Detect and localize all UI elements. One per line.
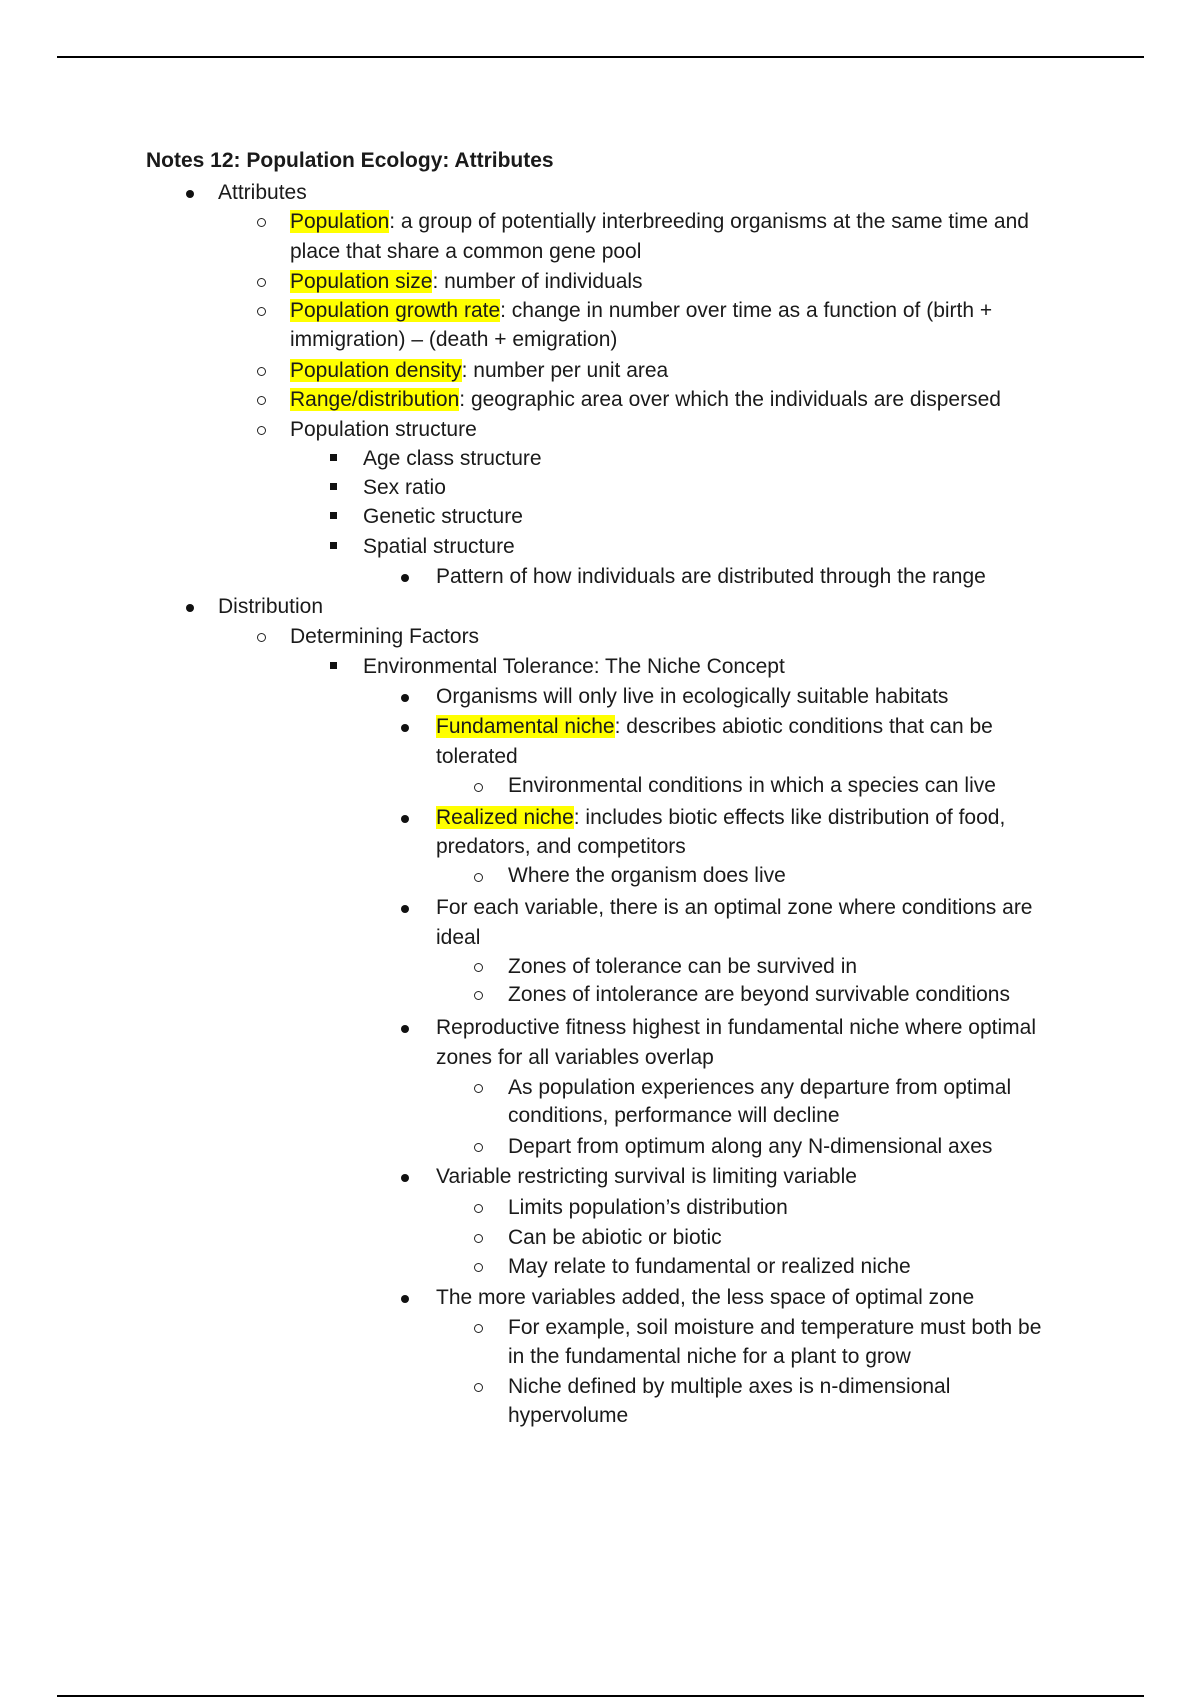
square-bullet-icon (330, 454, 337, 461)
header-rule (57, 56, 1144, 58)
circle-bullet-icon (474, 1324, 483, 1333)
niche-concept-heading: Environmental Tolerance: The Niche Concept (363, 655, 785, 678)
fundamental-niche-sub: Environmental conditions in which a species can live (508, 774, 996, 797)
realized-niche-definition (436, 804, 1005, 832)
population-definition (290, 208, 1029, 236)
population-size-definition (290, 268, 643, 296)
square-bullet-icon (330, 662, 337, 669)
fundamental-niche-def-text: : describes abiotic conditions that can be (614, 715, 993, 738)
structure-heading: Population structure (290, 418, 477, 441)
bullet-icon (186, 604, 194, 612)
structure-item: Sex ratio (363, 476, 446, 499)
growth-rate-def-text: : change in number over time as a function of (birth + (500, 299, 993, 322)
square-bullet-icon (330, 483, 337, 490)
range-definition (290, 386, 1001, 414)
bullet-icon (401, 1025, 409, 1033)
limiting-sub: Limits population’s distribution (508, 1196, 788, 1219)
attributes-heading: Attributes (218, 181, 307, 204)
page-title: Notes 12: Population Ecology: Attributes (146, 149, 554, 172)
density-def-text: : number per unit area (461, 359, 669, 382)
population-size-term: Population size (290, 270, 433, 293)
structure-item: Age class structure (363, 447, 542, 470)
circle-bullet-icon (474, 1143, 483, 1152)
circle-bullet-icon (474, 1084, 483, 1093)
circle-bullet-icon (257, 633, 266, 642)
density-definition (290, 357, 668, 385)
population-term: Population (290, 210, 390, 233)
circle-bullet-icon (257, 396, 266, 405)
footer-rule (57, 1695, 1144, 1697)
bullet-icon (401, 815, 409, 823)
square-bullet-icon (330, 542, 337, 549)
optimal-zone-sub: Zones of tolerance can be survived in (508, 955, 858, 978)
fundamental-niche-definition (436, 713, 993, 741)
circle-bullet-icon (257, 218, 266, 227)
bullet-icon (401, 1174, 409, 1182)
more-variables-sub: For example, soil moisture and temperature must both be (508, 1316, 1042, 1339)
bullet-icon (186, 190, 194, 198)
circle-bullet-icon (257, 278, 266, 287)
limiting-sub: Can be abiotic or biotic (508, 1226, 722, 1249)
circle-bullet-icon (474, 991, 483, 1000)
optimal-zone-continuation: ideal (436, 926, 481, 949)
growth-rate-definition (290, 297, 992, 325)
bullet-icon (401, 1295, 409, 1303)
growth-rate-term: Population growth rate (290, 299, 501, 322)
circle-bullet-icon (474, 1234, 483, 1243)
range-term: Range/distribution (290, 388, 460, 411)
circle-bullet-icon (474, 783, 483, 792)
structure-item: Spatial structure (363, 535, 515, 558)
realized-niche-term: Realized niche (436, 806, 574, 829)
realized-niche-def-text: : includes biotic effects like distribution of food, (573, 806, 1006, 829)
circle-bullet-icon (474, 1263, 483, 1272)
fitness-sub: Depart from optimum along any N-dimensional axes (508, 1135, 993, 1158)
realized-niche-sub: Where the organism does live (508, 864, 786, 887)
circle-bullet-icon (257, 307, 266, 316)
range-def-text: : geographic area over which the individuals are dispersed (459, 388, 1001, 411)
circle-bullet-icon (474, 963, 483, 972)
optimal-zone-sub: Zones of intolerance are beyond survivable conditions (508, 983, 1010, 1006)
circle-bullet-icon (474, 1383, 483, 1392)
more-variables-sub-continuation: hypervolume (508, 1404, 629, 1427)
circle-bullet-icon (257, 426, 266, 435)
reproductive-fitness: Reproductive fitness highest in fundamental niche where optimal (436, 1016, 1037, 1039)
circle-bullet-icon (474, 873, 483, 882)
square-bullet-icon (330, 512, 337, 519)
bullet-icon (401, 694, 409, 702)
bullet-icon (401, 724, 409, 732)
more-variables: The more variables added, the less space of optimal zone (436, 1286, 975, 1309)
fundamental-niche-term: Fundamental niche (436, 715, 615, 738)
realized-niche-def-continuation: predators, and competitors (436, 835, 686, 858)
suitable-habitats: Organisms will only live in ecologically suitable habitats (436, 685, 949, 708)
distribution-heading: Distribution (218, 595, 324, 618)
bullet-icon (401, 574, 409, 582)
spatial-detail: Pattern of how individuals are distributed through the range (436, 565, 986, 588)
fitness-sub: As population experiences any departure from optimal (508, 1076, 1012, 1099)
reproductive-fitness-continuation: zones for all variables overlap (436, 1046, 714, 1069)
fundamental-niche-def-continuation: tolerated (436, 745, 518, 768)
determining-factors: Determining Factors (290, 625, 480, 648)
structure-item: Genetic structure (363, 505, 523, 528)
population-def-continuation: place that share a common gene pool (290, 240, 642, 263)
fitness-sub-continuation: conditions, performance will decline (508, 1104, 840, 1127)
growth-rate-def-continuation: immigration) – (death + emigration) (290, 328, 618, 351)
limiting-sub: May relate to fundamental or realized niche (508, 1255, 911, 1278)
optimal-zone: For each variable, there is an optimal zone where conditions are (436, 896, 1033, 919)
density-term: Population density (290, 359, 462, 382)
circle-bullet-icon (474, 1204, 483, 1213)
population-def-text: : a group of potentially interbreeding organisms at the same time and (389, 210, 1029, 233)
limiting-variable: Variable restricting survival is limiting variable (436, 1165, 857, 1188)
population-size-def-text: : number of individuals (432, 270, 643, 293)
more-variables-sub-continuation: in the fundamental niche for a plant to grow (508, 1345, 911, 1368)
bullet-icon (401, 905, 409, 913)
more-variables-sub: Niche defined by multiple axes is n-dimensional (508, 1375, 951, 1398)
circle-bullet-icon (257, 367, 266, 376)
